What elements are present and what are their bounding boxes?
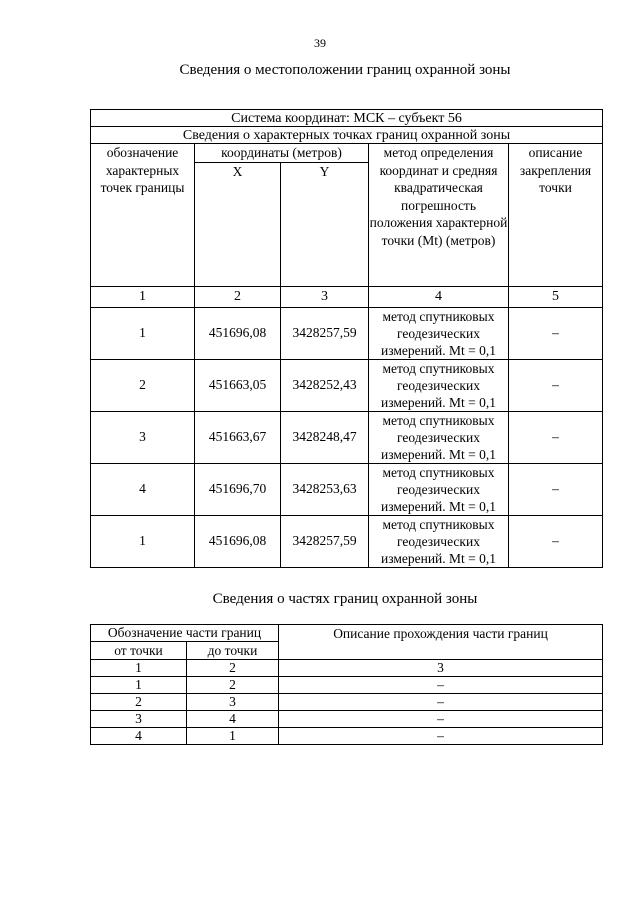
from-cell: 3 <box>91 711 187 728</box>
from-cell: 4 <box>91 728 187 745</box>
header-part-designation: Обозначение части границ <box>91 625 279 642</box>
to-cell: 1 <box>187 728 279 745</box>
header-method: метод определения координат и средняя квадратическая погрешность положения характерной точки (Mt) (метров) <box>369 144 509 287</box>
table-row <box>91 711 603 728</box>
description-cell: – <box>279 694 603 711</box>
table-row <box>91 463 603 515</box>
method-cell: метод спутниковых геодезических измерений. Mt = 0,1 <box>369 359 509 411</box>
to-cell: 2 <box>187 677 279 694</box>
method-cell: метод спутниковых геодезических измерений. Mt = 0,1 <box>369 307 509 359</box>
method-cell: метод спутниковых геодезических измерений. Mt = 0,1 <box>369 411 509 463</box>
description-cell: – <box>279 711 603 728</box>
fixing-cell: – <box>509 307 603 359</box>
header-to-point: до точки <box>187 642 279 660</box>
y-cell: 3428253,63 <box>281 463 369 515</box>
column-number: 2 <box>187 660 279 677</box>
table-row <box>91 359 603 411</box>
section-title-parts: Сведения о частях границ охранной зоны <box>212 591 478 607</box>
point-cell: 2 <box>91 359 195 411</box>
table-row <box>91 677 603 694</box>
section-title-boundaries: Сведения о местоположении границ охранной зоны <box>179 62 511 78</box>
header-point-designation: обозначение характерных точек границы <box>91 144 195 287</box>
method-cell: метод спутниковых геодезических измерений. Mt = 0,1 <box>369 463 509 515</box>
header-x: X <box>195 162 281 286</box>
column-number: 3 <box>279 660 603 677</box>
table-row <box>91 411 603 463</box>
to-cell: 3 <box>187 694 279 711</box>
column-number: 2 <box>195 286 281 307</box>
x-cell: 451696,70 <box>195 463 281 515</box>
fixing-cell: – <box>509 359 603 411</box>
description-cell: – <box>279 728 603 745</box>
x-cell: 451663,67 <box>195 411 281 463</box>
header-y: Y <box>281 162 369 286</box>
y-cell: 3428252,43 <box>281 359 369 411</box>
y-cell: 3428257,59 <box>281 307 369 359</box>
characteristic-points-table <box>90 109 603 568</box>
method-cell: метод спутниковых геодезических измерений. Mt = 0,1 <box>369 515 509 567</box>
table-row <box>91 694 603 711</box>
fixing-cell: – <box>509 463 603 515</box>
header-fixing: описание закрепления точки <box>509 144 603 287</box>
column-number: 1 <box>91 286 195 307</box>
header-description: Описание прохождения части границ <box>279 625 603 660</box>
table-row <box>91 515 603 567</box>
from-cell: 2 <box>91 694 187 711</box>
y-cell: 3428257,59 <box>281 515 369 567</box>
page-number: 39 <box>314 36 326 50</box>
point-cell: 1 <box>91 515 195 567</box>
column-number: 4 <box>369 286 509 307</box>
fixing-cell: – <box>509 515 603 567</box>
header-coordinates: координаты (метров) <box>195 144 369 163</box>
y-cell: 3428248,47 <box>281 411 369 463</box>
column-number: 3 <box>281 286 369 307</box>
to-cell: 4 <box>187 711 279 728</box>
table-row <box>91 728 603 745</box>
table-row <box>91 307 603 359</box>
column-number: 5 <box>509 286 603 307</box>
column-number: 1 <box>91 660 187 677</box>
boundary-parts-table <box>90 624 603 745</box>
fixing-cell: – <box>509 411 603 463</box>
coord-system-cell: Система координат: МСК – субъект 56 <box>91 110 603 127</box>
from-cell: 1 <box>91 677 187 694</box>
x-cell: 451696,08 <box>195 307 281 359</box>
x-cell: 451663,05 <box>195 359 281 411</box>
point-cell: 3 <box>91 411 195 463</box>
header-from-point: от точки <box>91 642 187 660</box>
point-cell: 4 <box>91 463 195 515</box>
x-cell: 451696,08 <box>195 515 281 567</box>
table-subtitle-cell: Сведения о характерных точках границ охранной зоны <box>91 127 603 144</box>
description-cell: – <box>279 677 603 694</box>
point-cell: 1 <box>91 307 195 359</box>
